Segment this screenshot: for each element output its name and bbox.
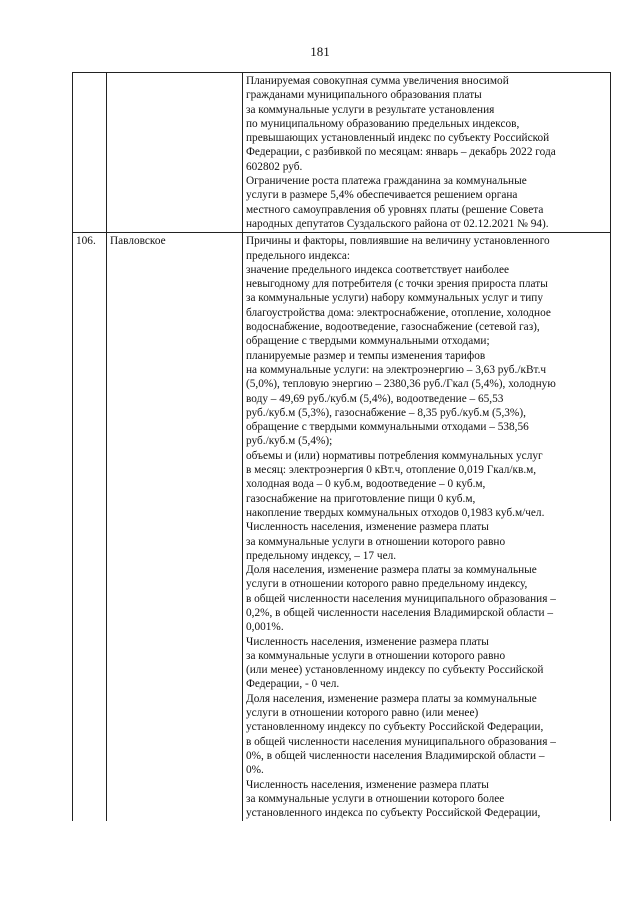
row-number-cell: 106. — [73, 233, 107, 822]
description-line: 0,001%. — [246, 621, 284, 634]
description-line: руб./куб.м (5,4%); — [246, 435, 333, 448]
description-line: планируемые размер и темпы изменения тарифов — [246, 349, 486, 362]
row-number-cell — [73, 73, 107, 233]
description-line: за коммунальные услуги в отношении которого равно — [246, 649, 506, 662]
description-line: услуги в размере 5,4% обеспечивается решением органа — [246, 189, 518, 202]
description-line: Численность населения, изменение размера платы — [246, 635, 489, 648]
description-line: услуги в отношении которого равно (или менее) — [246, 707, 479, 720]
description-line: благоустройства дома: электроснабжение, отопление, холодное — [246, 306, 551, 319]
description-line: 602802 руб. — [246, 160, 303, 173]
description-line: Планируемая совокупная сумма увеличения вносимой — [246, 75, 509, 87]
description-line: установленному индексу по субъекту Российской Федерации, — [246, 721, 544, 734]
table-row-continuation — [73, 73, 611, 233]
description-line: 0,2%, в общей численности населения Владимирской области – — [246, 606, 554, 619]
description-line: гражданами муниципального образования платы — [246, 89, 482, 102]
description-line: за коммунальные услуги в результате установления — [246, 103, 495, 116]
description-line: превышающих установленный индекс по субъекту Российской — [246, 132, 550, 145]
description-line: (или менее) установленному индексу по субъекту Российской — [246, 664, 544, 677]
description-line: холодная вода – 0 куб.м, водоотведение – 0 куб.м, — [246, 478, 486, 491]
indices-table — [72, 72, 611, 821]
description-line: за коммунальные услуги в отношении которого равно — [246, 535, 506, 548]
description-line: Доля населения, изменение размера платы за коммунальные — [246, 692, 537, 705]
description-line: значение предельного индекса соответствует наиболее — [246, 263, 510, 276]
description-line: водоснабжение, водоотведение, газоснабжение (сетевой газ), — [246, 321, 540, 334]
description-line: воду – 49,69 руб./куб.м (5,4%), водоотведение – 65,53 — [246, 392, 504, 405]
description-line: предельному индексу, – 17 чел. — [246, 549, 397, 562]
description-line: за коммунальные услуги в отношении которого более — [246, 792, 505, 805]
description-cell — [243, 233, 611, 822]
description-line: Федерации, - 0 чел. — [246, 678, 340, 691]
description-line: обращение с твердыми коммунальными отходами – 538,56 — [246, 421, 529, 434]
description-line: обращение с твердыми коммунальными отходами; — [246, 335, 490, 348]
table-row-106 — [73, 233, 611, 822]
description-line: Численность населения, изменение размера платы — [246, 521, 489, 534]
description-line: на коммунальные услуги: на электроэнергию – 3,63 руб./кВт.ч — [246, 363, 547, 376]
description-line: Федерации, с разбивкой по месяцам: январь – декабрь 2022 года — [246, 146, 556, 159]
description-line: Ограничение роста платежа гражданина за коммунальные — [246, 175, 527, 188]
description-line: установленного индекса по субъекту Российской Федерации, — [246, 807, 541, 820]
description-line: в общей численности населения муниципального образования – — [246, 735, 556, 748]
description-line: руб./куб.м (5,3%), газоснабжение – 8,35 руб./куб.м (5,3%), — [246, 406, 526, 419]
description-line: Доля населения, изменение размера платы за коммунальные — [246, 564, 537, 577]
description-line: услуги в отношении которого равно предельному индексу, — [246, 578, 528, 591]
description-line: местного самоуправления об уровнях платы (решение Совета — [246, 203, 544, 216]
description-line: в месяц: электроэнергия 0 кВт.ч, отопление 0,019 Гкал/кв.м, — [246, 464, 537, 477]
description-line: невыгодному для потребителя (с точки зрения прироста платы — [246, 278, 548, 291]
description-line: 0%. — [246, 764, 264, 777]
description-line: накопление твердых коммунальных отходов 0,1983 куб.м/чел. — [246, 506, 545, 519]
description-line: по муниципальному образованию предельных индексов, — [246, 117, 520, 130]
description-line: Численность населения, изменение размера платы — [246, 778, 489, 791]
description-cell — [243, 73, 611, 233]
description-line: за коммунальные услуги) набору коммунальных услуг и типу — [246, 292, 543, 305]
description-line: предельного индекса: — [246, 249, 350, 262]
description-line: Причины и факторы, повлиявшие на величину установленного — [246, 235, 550, 248]
description-line: народных депутатов Суздальского района от 02.12.2021 № 94). — [246, 217, 549, 230]
municipality-name-cell — [107, 73, 243, 233]
description-line: объемы и (или) нормативы потребления коммунальных услуг — [246, 449, 543, 462]
description-line: (5,0%), тепловую энергию – 2380,36 руб./Гкал (5,4%), холодную — [246, 378, 556, 391]
description-line: 0%, в общей численности населения Владимирской области – — [246, 749, 545, 762]
municipality-name-cell: Павловское — [107, 233, 243, 822]
description-line: газоснабжение на приготовление пищи 0 куб.м, — [246, 492, 476, 505]
page-number: 181 — [310, 44, 330, 59]
description-line: в общей численности населения муниципального образования – — [246, 592, 556, 605]
